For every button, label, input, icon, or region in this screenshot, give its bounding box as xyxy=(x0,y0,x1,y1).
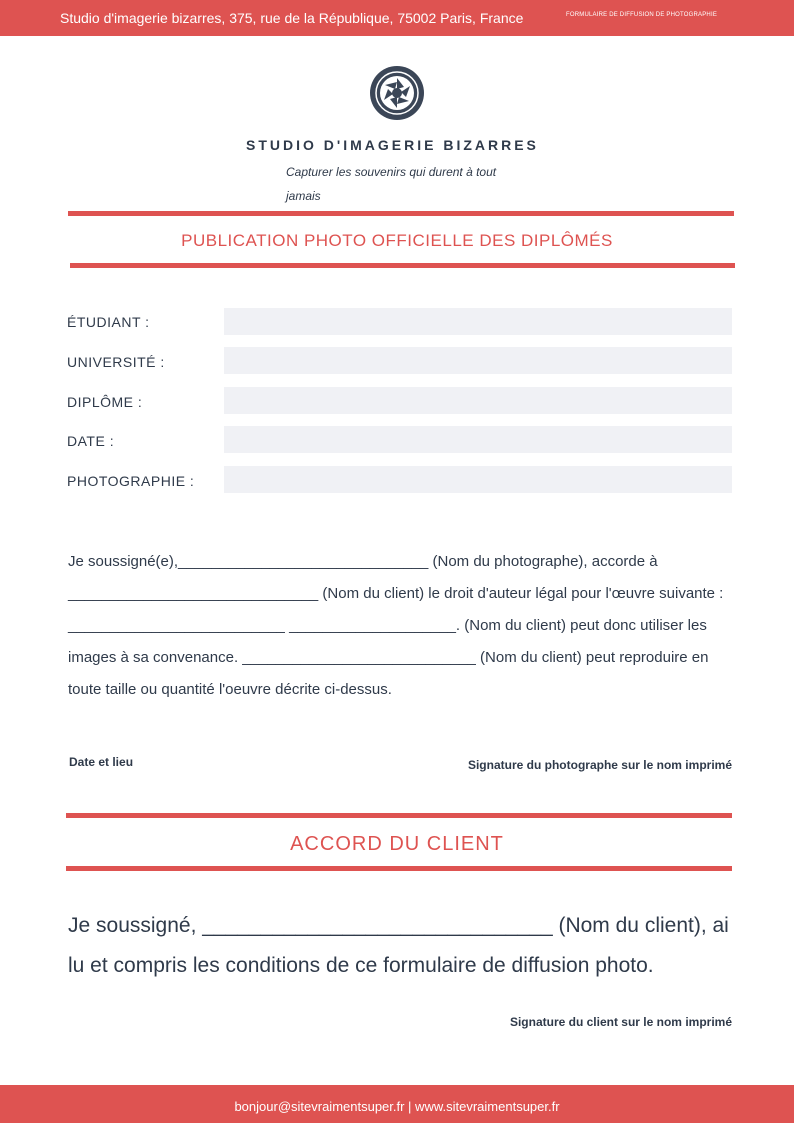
studio-address: Studio d'imagerie bizarres, 375, rue de la République, 75002 Paris, France xyxy=(60,10,524,26)
release-statement: Je soussigné(e),______________________________ (Nom du photographe), accorde à ______________________________ (Nom du client) le droit d'auteur légal pour l'œuvre suivante : __________________________ ____________________. (Nom du client) peut donc utiliser les images à sa convenance. ____________________________ (Nom du client) peut reproduire en toute taille ou quantité l'oeuvre décrite ci-dessus. xyxy=(68,553,724,698)
photographer-signature-label: Signature du photographe sur le nom imprimé xyxy=(467,758,732,772)
client-divider-top xyxy=(66,813,732,818)
student-field[interactable] xyxy=(224,308,732,335)
footer-bar xyxy=(0,1085,794,1123)
release-title: PUBLICATION PHOTO OFFICIELLE DES DIPLÔMÉS xyxy=(181,231,613,250)
divider-top xyxy=(68,211,734,216)
header-bar xyxy=(0,0,794,36)
student-label: ÉTUDIANT : xyxy=(67,314,150,330)
client-signature-label: Signature du client sur le nom imprimé xyxy=(509,1015,732,1029)
client-agreement-text: Je soussigné, ______________________________ (Nom du client), ai lu et compris les conditions de ce formulaire de diffusion photo. xyxy=(68,914,729,977)
university-label: UNIVERSITÉ : xyxy=(67,354,165,370)
date-label: DATE : xyxy=(67,433,115,449)
camera-aperture-icon xyxy=(370,66,424,120)
footer-contact: bonjour@sitevraimentsuper.fr | www.sitevraimentsuper.fr xyxy=(234,1099,560,1114)
photography-field[interactable] xyxy=(224,466,732,493)
photography-label: PHOTOGRAPHIE : xyxy=(67,473,195,489)
studio-name: STUDIO D'IMAGERIE BIZARRES xyxy=(246,137,539,153)
date-field[interactable] xyxy=(224,426,732,453)
form-type-tag: FORMULAIRE DE DIFFUSION DE PHOTOGRAPHIE xyxy=(566,12,718,18)
studio-tagline: Capturer les souvenirs qui durent à tout jamais xyxy=(286,165,497,203)
university-field[interactable] xyxy=(224,347,732,374)
divider-bottom xyxy=(70,263,735,268)
client-agreement-title: ACCORD DU CLIENT xyxy=(290,833,504,855)
degree-field[interactable] xyxy=(224,387,732,414)
degree-label: DIPLÔME : xyxy=(67,394,143,410)
client-divider-bottom xyxy=(66,866,732,871)
date-place-label: Date et lieu xyxy=(69,755,134,769)
